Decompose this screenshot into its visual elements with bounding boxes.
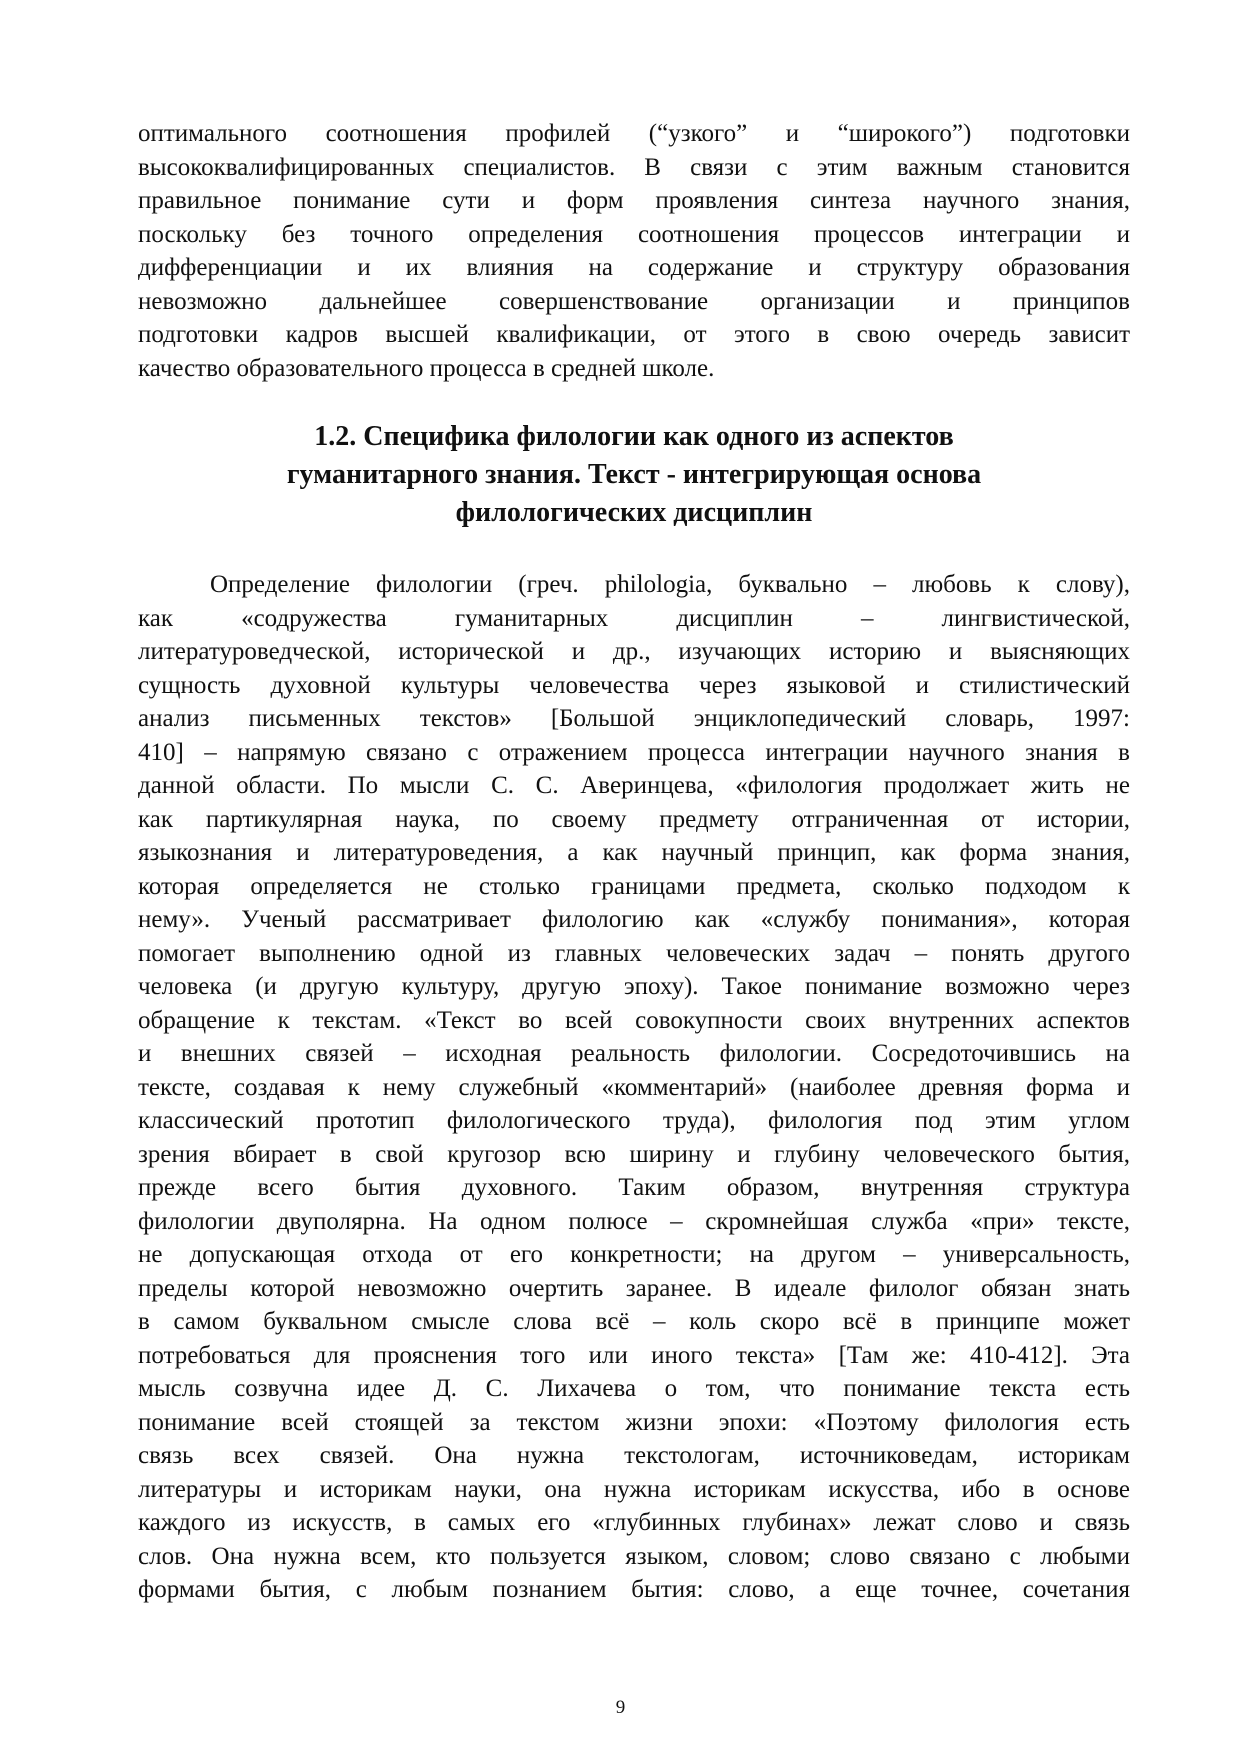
body-line: в самом буквальном смысле слова всё – коль скоро всё в принципе может xyxy=(138,1308,1130,1335)
body-line: Определение филологии (греч. philologia, буквально – любовь к слову), xyxy=(210,571,1130,598)
body-line: анализ письменных текстов» [Большой энциклопедический словарь, 1997: xyxy=(138,705,1130,732)
intro-line: правильное понимание сути и форм проявления синтеза научного знания, xyxy=(138,187,1130,214)
intro-line: качество образовательного процесса в средней школе. xyxy=(138,354,715,382)
body-line: литературы и историкам науки, она нужна историкам искусства, ибо в основе xyxy=(138,1475,1130,1503)
section-heading-line: филологических дисциплин xyxy=(455,497,813,528)
body-line: как партикулярная наука, по своему предмету отграниченная от истории, xyxy=(138,805,1130,833)
body-line: пределы которой невозможно очертить заранее. В идеале филолог обязан знать xyxy=(138,1274,1130,1302)
body-paragraph xyxy=(138,568,1130,1607)
body-line: потребоваться для прояснения того или иного текста» [Там же: 410-412]. Эта xyxy=(138,1341,1130,1369)
body-line: 410] – напрямую связано с отражением процесса интеграции научного знания в xyxy=(138,738,1130,766)
body-line: прежде всего бытия духовного. Таким образом, внутренняя структура xyxy=(138,1174,1130,1201)
intro-line: подготовки кадров высшей квалификации, от этого в свою очередь зависит xyxy=(138,321,1130,348)
body-line: слов. Она нужна всем, кто пользуется языком, словом; слово связано с любыми xyxy=(138,1542,1130,1570)
body-line: которая определяется не столько границами предмета, сколько подходом к xyxy=(138,872,1130,900)
section-heading-line: гуманитарного знания. Текст - интегрирующая основа xyxy=(286,459,982,490)
body-line: понимание всей стоящей за текстом жизни эпохи: «Поэтому филология есть xyxy=(138,1408,1130,1436)
body-line: нему». Ученый рассматривает филологию как «службу понимания», которая xyxy=(138,906,1130,933)
intro-paragraph xyxy=(138,117,1130,385)
intro-line: высококвалифицированных специалистов. В связи с этим важным становится xyxy=(138,153,1130,181)
body-line: классический прототип филологического труда), филология под этим углом xyxy=(138,1107,1130,1134)
body-line: сущность духовной культуры человечества через языковой и стилистический xyxy=(138,671,1130,699)
body-line: не допускающая отхода от его конкретности; на другом – универсальность, xyxy=(138,1241,1130,1268)
intro-line: невозможно дальнейшее совершенствование организации и принципов xyxy=(138,287,1130,315)
body-line: языкознания и литературоведения, а как научный принцип, как форма знания, xyxy=(138,839,1130,866)
intro-line: поскольку без точного определения соотношения процессов интеграции и xyxy=(138,220,1130,248)
body-line: каждого из искусств, в самых его «глубинных глубинах» лежат слово и связь xyxy=(138,1509,1130,1536)
body-line: как «содружества гуманитарных дисциплин – лингвистической, xyxy=(138,604,1130,632)
body-line: филологии двуполярна. На одном полюсе – скромнейшая служба «при» тексте, xyxy=(138,1207,1130,1235)
page-number: 9 xyxy=(615,1697,626,1718)
body-line: обращение к текстам. «Текст во всей совокупности своих внутренних аспектов xyxy=(138,1006,1130,1034)
intro-line: оптимального соотношения профилей (“узкого” и “широкого”) подготовки xyxy=(138,120,1130,147)
body-line: и внешних связей – исходная реальность филологии. Сосредоточившись на xyxy=(138,1040,1130,1067)
body-line: мысль созвучна идее Д. С. Лихачева о том, что понимание текста есть xyxy=(138,1375,1130,1402)
intro-line: дифференциации и их влияния на содержание и структуру образования xyxy=(138,254,1130,281)
body-line: литературоведческой, исторической и др., изучающих историю и выясняющих xyxy=(138,638,1130,665)
body-line: помогает выполнению одной из главных человеческих задач – понять другого xyxy=(138,939,1130,967)
section-heading-line: 1.2. Специфика филологии как одного из аспектов xyxy=(314,421,954,452)
body-line: тексте, создавая к нему служебный «комментарий» (наиболее древняя форма и xyxy=(138,1073,1130,1101)
section-heading xyxy=(138,418,1130,532)
body-line: зрения вбирает в свой кругозор всю ширину и глубину человеческого бытия, xyxy=(138,1140,1130,1168)
body-line: данной области. По мысли С. С. Аверинцева, «филология продолжает жить не xyxy=(138,772,1130,799)
body-line: формами бытия, с любым познанием бытия: слово, а еще точнее, сочетания xyxy=(138,1576,1130,1603)
body-line: человека (и другую культуру, другую эпоху). Такое понимание возможно через xyxy=(138,973,1130,1000)
body-line: связь всех связей. Она нужна текстологам, источниковедам, историкам xyxy=(138,1442,1130,1469)
